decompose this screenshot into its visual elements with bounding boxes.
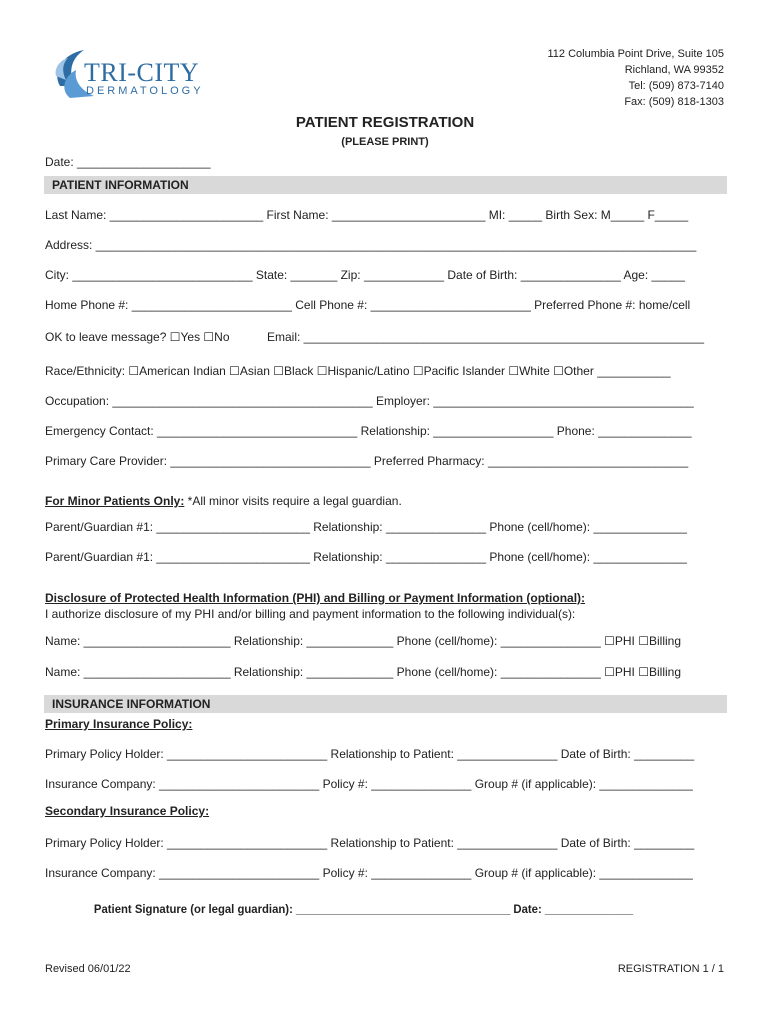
primary-policy-holder-row[interactable]: Primary Policy Holder: ________________________ Relationship to Patient: _______________ Date of Birth: _________ — [45, 747, 695, 761]
phone-row[interactable]: Home Phone #: ________________________ Cell Phone #: ________________________ Preferred Phone #: home/cell — [45, 298, 691, 312]
primary-insurance-heading: Primary Insurance Policy: — [45, 717, 193, 731]
secondary-policy-holder-row[interactable]: Primary Policy Holder: ________________________ Relationship to Patient: _______________ Date of Birth: _________ — [45, 836, 695, 850]
emergency-contact-row[interactable]: Emergency Contact: ______________________________ Relationship: __________________ Phone: ______________ — [45, 424, 692, 438]
secondary-insurance-company-row[interactable]: Insurance Company: ________________________ Policy #: _______________ Group # (if applicable): ______________ — [45, 866, 693, 880]
guardian-row-2[interactable]: Parent/Guardian #1: _______________________ Relationship: _______________ Phone (cell/home): ______________ — [45, 550, 687, 564]
minor-heading-row: For Minor Patients Only: *All minor visits require a legal guardian. — [45, 494, 402, 508]
phi-heading: Disclosure of Protected Health Information (PHI) and Billing or Payment Information (optional): — [45, 591, 586, 605]
primary-insurance-company-row[interactable]: Insurance Company: ________________________ Policy #: _______________ Group # (if applicable): ______________ — [45, 777, 693, 791]
address-row[interactable]: Address: __________________________________________________________________________________________ — [45, 238, 697, 252]
signature-row[interactable]: Patient Signature (or legal guardian): __________________________________ Date: ______________ — [93, 902, 634, 916]
name-row[interactable]: Last Name: _______________________ First Name: _______________________ MI: _____ Birth Sex: M_____ F_____ — [45, 208, 689, 222]
email-field[interactable]: Email: ____________________________________________________________ — [267, 330, 705, 344]
primary-care-row[interactable]: Primary Care Provider: ______________________________ Preferred Pharmacy: ______________________________ — [45, 454, 689, 468]
phi-name-row-1[interactable]: Name: ______________________ Relationship: _____________ Phone (cell/home): _______________ ☐PHI ☐Billing — [45, 634, 681, 648]
revision-date: Revised 06/01/22 — [45, 963, 131, 975]
address-line-1: 112 Columbia Point Drive, Suite 105 — [547, 48, 724, 60]
phone-line: Tel: (509) 873-7140 — [628, 80, 724, 92]
logo-subtitle: DERMATOLOGY — [86, 85, 204, 97]
page-subtitle: (PLEASE PRINT) — [341, 136, 429, 148]
race-ethnicity-row[interactable]: Race/Ethnicity: ☐American Indian ☐Asian ☐Black ☐Hispanic/Latino ☐Pacific Islander ☐White ☐Other ___________ — [45, 364, 671, 378]
date-field[interactable]: Date: ____________________ — [45, 155, 211, 169]
occupation-row[interactable]: Occupation: _______________________________________ Employer: _______________________________________ — [45, 394, 694, 408]
city-row[interactable]: City: ___________________________ State: _______ Zip: ____________ Date of Birth: _______________ Age: _____ — [45, 268, 685, 282]
logo-title: TRI-CITY — [84, 58, 200, 87]
page-number: REGISTRATION 1 / 1 — [617, 963, 724, 975]
phi-name-row-2[interactable]: Name: ______________________ Relationship: _____________ Phone (cell/home): _______________ ☐PHI ☐Billing — [45, 665, 681, 679]
patient-info-header: PATIENT INFORMATION — [44, 176, 727, 194]
page-title: PATIENT REGISTRATION — [295, 114, 475, 131]
fax-line: Fax: (509) 818-1303 — [624, 96, 724, 108]
address-line-2: Richland, WA 99352 — [624, 64, 724, 76]
phi-authorization-text: I authorize disclosure of my PHI and/or billing and payment information to the following individual(s): — [45, 607, 576, 621]
insurance-info-header: INSURANCE INFORMATION — [44, 695, 727, 713]
guardian-row-1[interactable]: Parent/Guardian #1: _______________________ Relationship: _______________ Phone (cell/home): ______________ — [45, 520, 687, 534]
leave-message-checkboxes[interactable]: OK to leave message? ☐Yes ☐No — [45, 330, 230, 344]
secondary-insurance-heading: Secondary Insurance Policy: — [45, 804, 210, 818]
